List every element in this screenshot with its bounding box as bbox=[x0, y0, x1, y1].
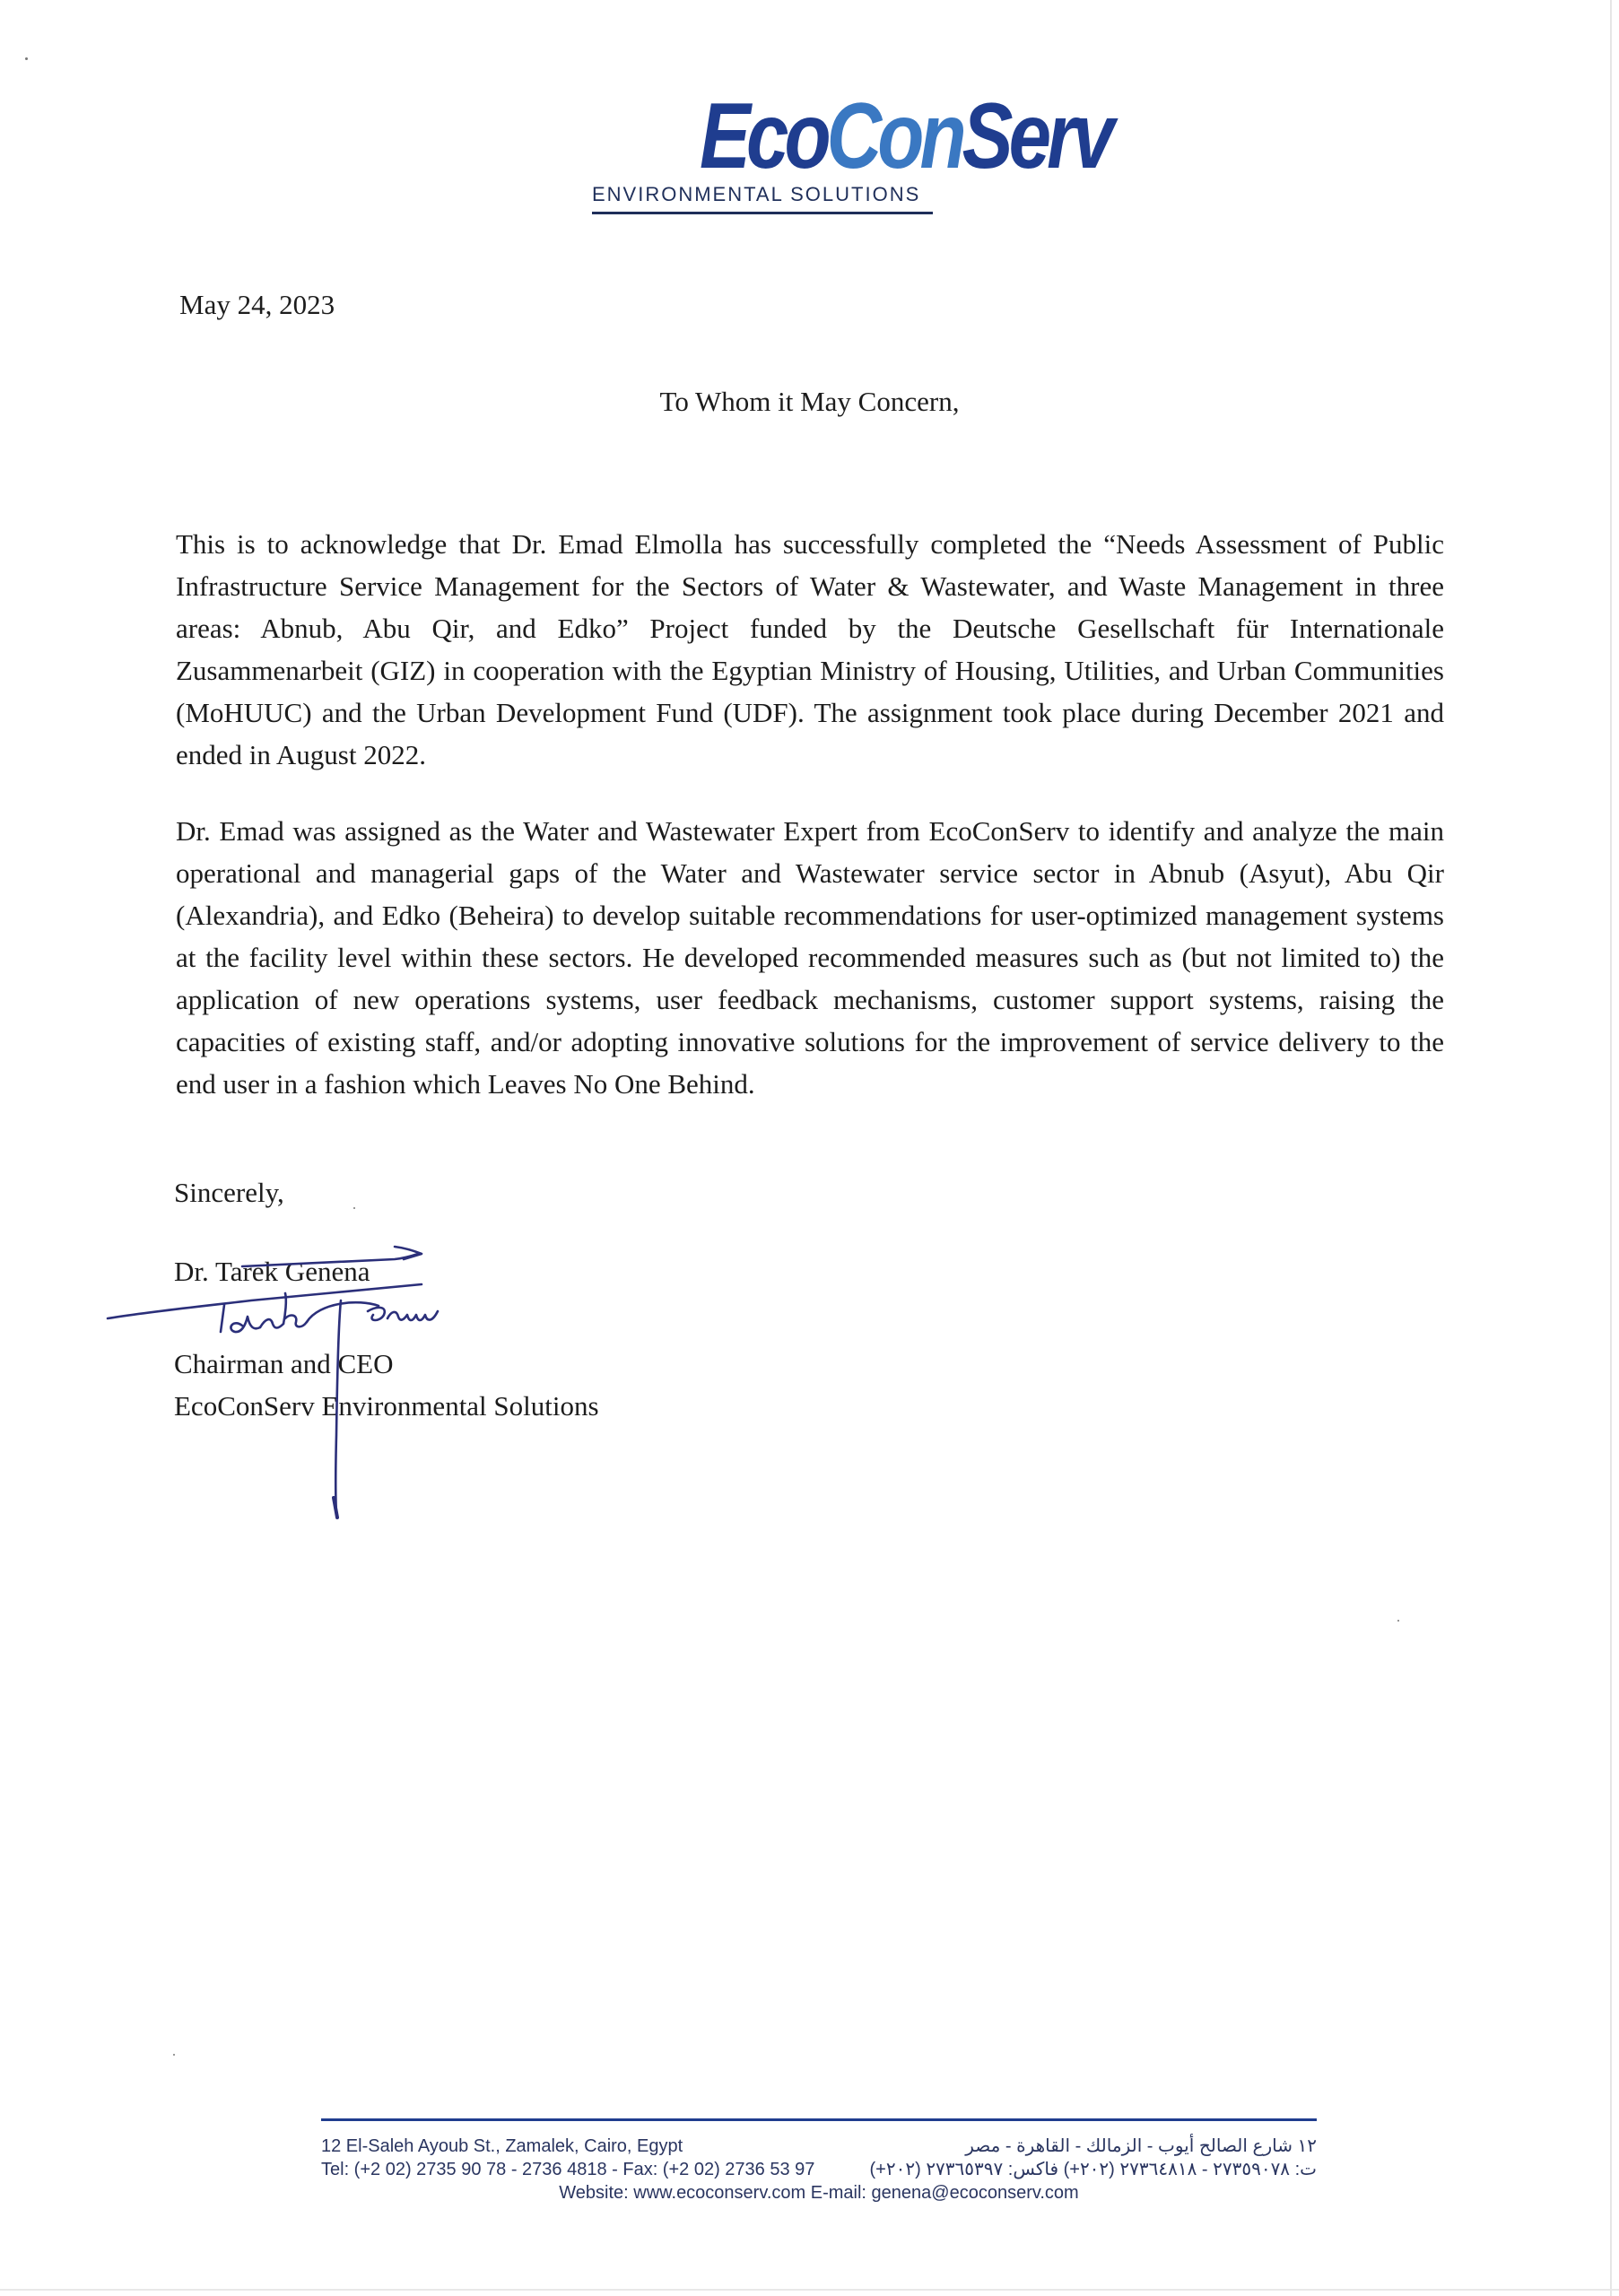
letter-salutation: To Whom it May Concern, bbox=[659, 386, 960, 417]
footer-phone-ar: ت: ٢٧٣٥٩٠٧٨ - ٢٧٣٦٤٨١٨ (٢٠٢+) فاكس: ٢٧٣٦٥٣٩٧ (٢٠٢+) bbox=[869, 2160, 1317, 2179]
body-paragraph-1: This is to acknowledge that Dr. Emad Elmolla has successfully completed the “Needs Assessment of Public Infrastructure Service Management for the Sectors of Water & Wastewater, and Waste Management in three areas: Abnub, Abu Qir, and Edko” Project funded by the Deutsche Gesellschaft für Internationale Zusammenarbeit (GIZ) in cooperation with the Egyptian Ministry of Housing, Utilities, and Urban Communities (MoHUUC) and the Urban Development Fund (UDF). The assignment took place during December 2021 and ended in August 2022. bbox=[176, 528, 1444, 770]
letter-closing: Sincerely, bbox=[174, 1177, 284, 1208]
scan-speck bbox=[173, 2054, 175, 2056]
logo-word-con: Con bbox=[826, 84, 962, 188]
letter-date: May 24, 2023 bbox=[179, 289, 335, 320]
letterhead-footer bbox=[321, 2135, 1317, 2205]
handwritten-signature bbox=[99, 1229, 565, 1552]
footer-address-ar: ١٢ شارع الصالح أيوب - الزمالك - القاهرة - مصر bbox=[965, 2136, 1317, 2156]
footer-phone-en: Tel: (+2 02) 2735 90 78 - 2736 4818 - Fax: (+2 02) 2736 53 97 bbox=[321, 2160, 815, 2179]
company-logo bbox=[574, 84, 1110, 224]
footer-phone-row bbox=[321, 2158, 1317, 2181]
scan-speck bbox=[353, 1207, 355, 1209]
logo-word-eco: Eco bbox=[700, 84, 827, 188]
scan-speck bbox=[1397, 1620, 1399, 1622]
signatory-title: Chairman and CEO bbox=[174, 1348, 394, 1379]
signatory-name: Dr. Tarek Genena bbox=[174, 1256, 370, 1287]
logo-tagline: ENVIRONMENTAL SOLUTIONS bbox=[592, 183, 921, 205]
footer-address-row bbox=[321, 2135, 1317, 2158]
signatory-organization: EcoConServ Environmental Solutions bbox=[174, 1390, 599, 1422]
scan-speck bbox=[25, 57, 28, 60]
logo-underline bbox=[592, 212, 933, 214]
footer-divider bbox=[321, 2118, 1317, 2121]
page-edge-right bbox=[1610, 0, 1612, 2296]
page-edge-bottom bbox=[0, 2289, 1619, 2291]
logo-wordmark bbox=[700, 84, 1110, 188]
logo-word-serv: Serv bbox=[962, 84, 1110, 188]
body-paragraph-2: Dr. Emad was assigned as the Water and Wastewater Expert from EcoConServ to identify and analyze the main operational and managerial gaps of the Water and Wastewater service sector in Abnub (Asyut), Abu Qir (Alexandria), and Edko (Beheira) to develop suitable recommendations for user-optimized management systems at the facility level within these sectors. He developed recommended measures such as (but not limited to) the application of new operations systems, user feedback mechanisms, customer support systems, raising the capacities of existing staff, and/or adopting innovative solutions for the improvement of service delivery to the end user in a fashion which Leaves No One Behind. bbox=[176, 815, 1444, 1100]
footer-address-en: 12 El-Saleh Ayoub St., Zamalek, Cairo, Egypt bbox=[321, 2136, 683, 2156]
footer-web-email: Website: www.ecoconserv.com E-mail: genena@ecoconserv.com bbox=[559, 2183, 1079, 2203]
